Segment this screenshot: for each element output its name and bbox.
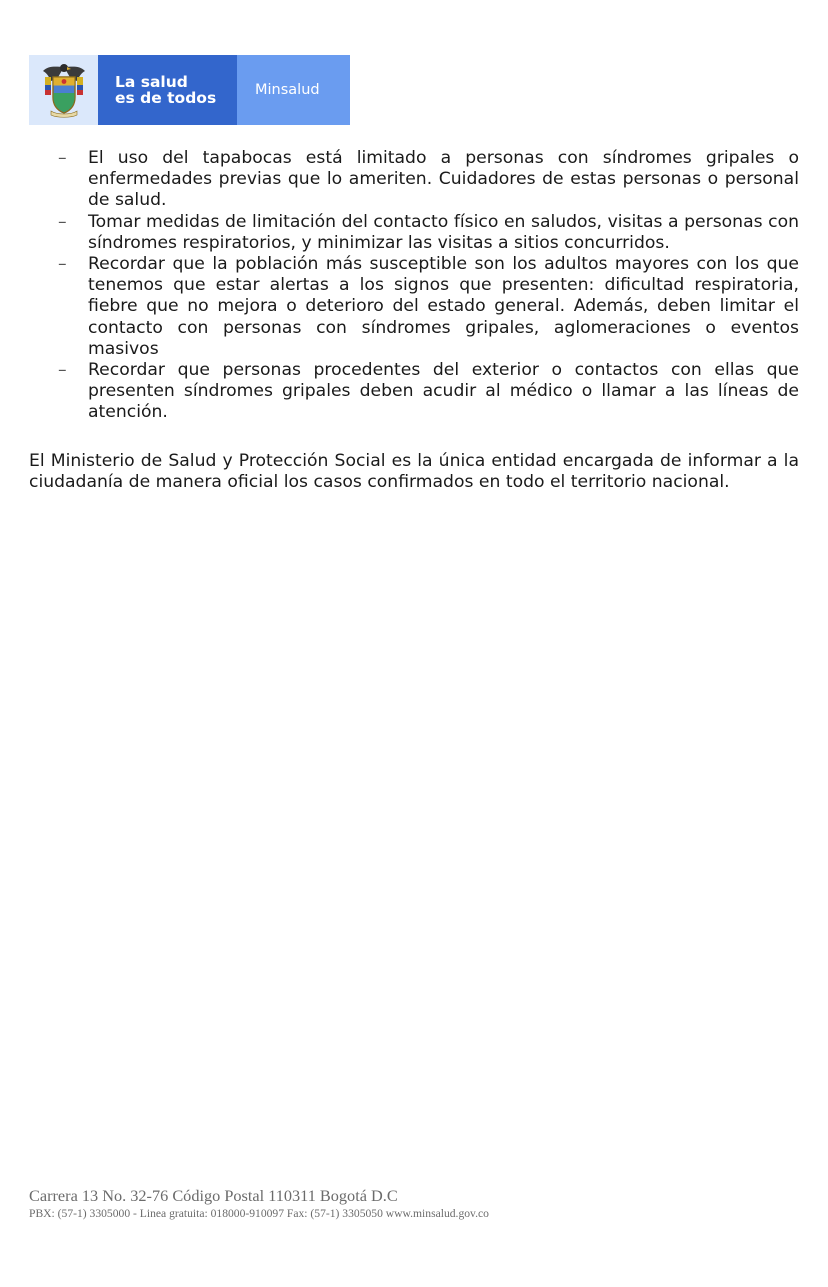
page-footer (29, 1186, 489, 1222)
dash-marker: – (58, 254, 67, 275)
closing-paragraph: El Ministerio de Salud y Protección Social es la única entidad encargada de informar a la ciudadanía de manera oficial los casos confirmados en todo el territorio nacional. (29, 450, 799, 492)
list-item-text: Tomar medidas de limitación del contacto físico en saludos, visitas a personas con síndromes respiratorios, y minimizar las visitas a sitios concurridos. (88, 211, 799, 253)
list-item-text: El uso del tapabocas está limitado a personas con síndromes gripales o enfermedades previas que lo ameriten. Cuidadores de estas personas o personal de salud. (88, 148, 799, 211)
list-item-text: Recordar que la población más susceptible son los adultos mayores con los que tenemos que estar alertas a los signos que presenten: dificultad respiratoria, fiebre que no mejora o deterioro del estado general. Además, deben limitar el contacto con personas con síndromes gripales, aglomeraciones o eventos masivos (88, 254, 799, 359)
recommendations-list (29, 148, 799, 424)
dash-marker: – (58, 148, 67, 168)
brand-name: Minsalud (255, 82, 320, 98)
slogan-line-2: es de todos (115, 89, 217, 107)
brand-panel (237, 55, 350, 125)
dash-marker: – (58, 211, 67, 232)
list-item (29, 148, 799, 212)
footer-address: Carrera 13 No. 32-76 Código Postal 110311 Bogotá D.C (29, 1186, 398, 1205)
slogan-line-1: La salud (115, 73, 188, 91)
slogan-panel (98, 55, 237, 125)
minsalud-logo-banner (29, 55, 350, 125)
document-body (29, 148, 799, 493)
list-item (29, 212, 799, 254)
list-item-text: Recordar que personas procedentes del exterior o contactos con ellas que presenten síndromes gripales deben acudir al médico o llamar a las líneas de atención. (88, 360, 799, 423)
coat-of-arms-panel (29, 55, 98, 125)
dash-marker: – (58, 360, 67, 381)
list-item (29, 254, 799, 360)
coat-of-arms-icon (39, 61, 89, 119)
footer-contact: PBX: (57-1) 3305000 - Linea gratuita: 018000-910097 Fax: (57-1) 3305050 www.minsalud.gov.co (29, 1207, 489, 1220)
list-item (29, 360, 799, 424)
